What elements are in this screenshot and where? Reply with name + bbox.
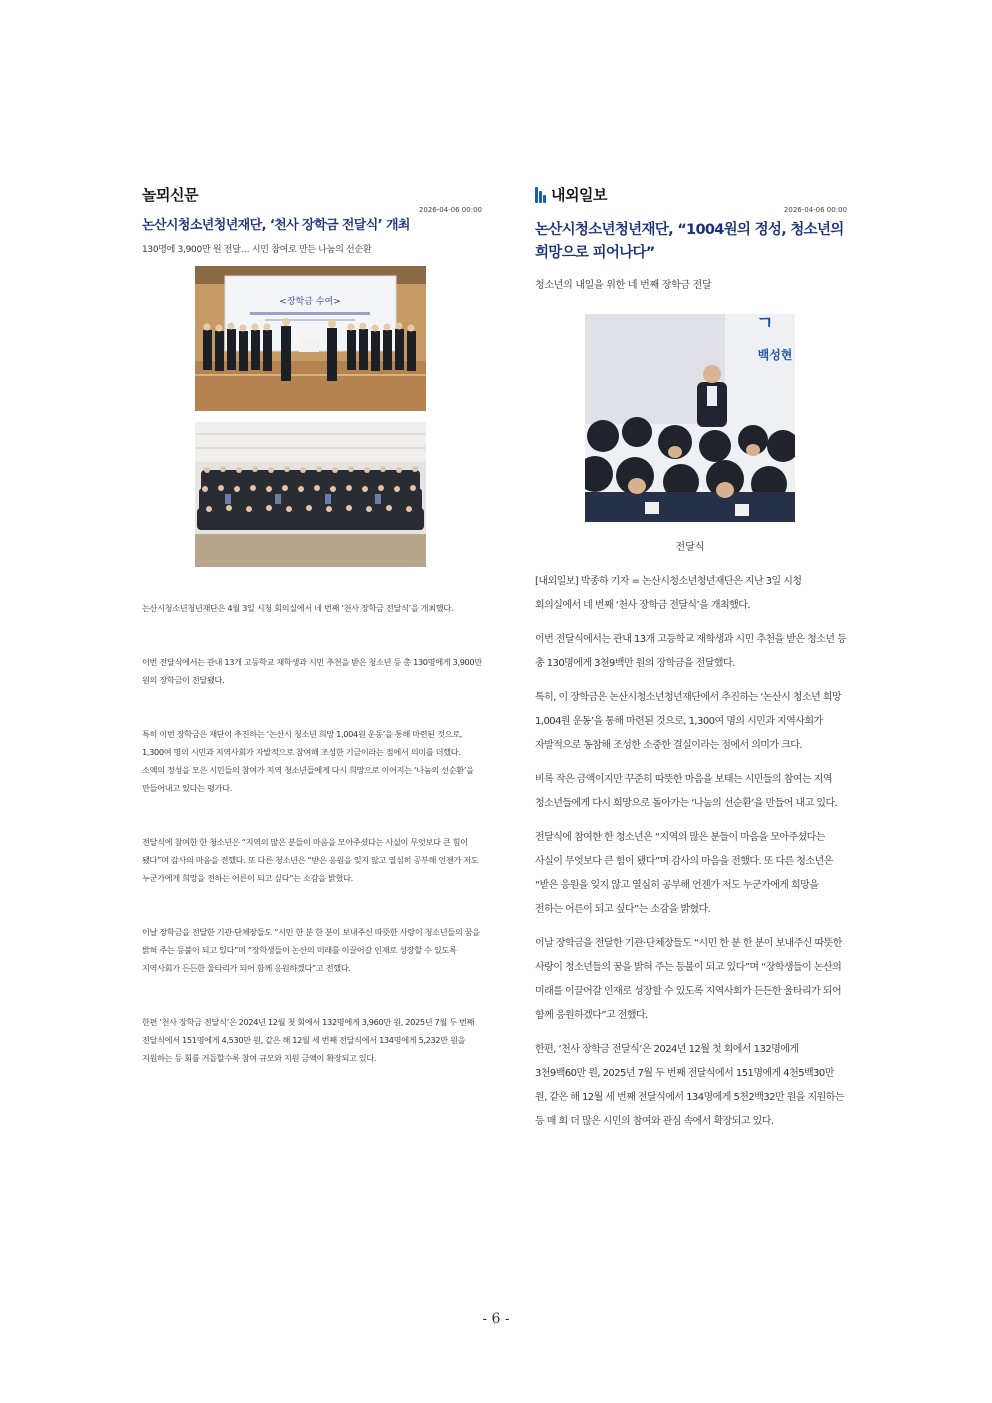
stage-banner-text: <장학금 수여>	[279, 297, 341, 307]
speech-photo-illustration	[585, 314, 795, 522]
photo-caption: 전달식	[675, 542, 705, 553]
body-paragraph: 한편 ‘천사 장학금 전달식’은 2024년 12월 첫 회에서 132명에게 3,960만 원, 2025년 7월 두 번째 전달식에서 151명에게 4,530만 원, 같은 해 12월 세 번째 전달식에서 134명에게 5,232만 원을 지원하는 등 회를 거듭할수록 참여 규모와 지원 금액이 확장되고 있다.	[142, 1017, 475, 1063]
body-paragraph: [내외일보] 박종하 기자 = 논산시청소년청년재단은 지난 3일 시청 회의실에서 네 번째 ‘천사 장학금 전달식’을 개최했다.	[535, 576, 802, 611]
sign-text: 백성현	[757, 348, 793, 362]
body-paragraph: 이날 장학금을 전달한 기관·단체장들도 “시민 한 분 한 분이 보내주신 따뜻한 사랑이 청소년들의 꿈을 밝혀 주는 등불이 되고 있다”며 “장학생들이 논산의 미래를 이끌어갈 인재로 성장할 수 있도록 지역사회가 든든한 울타리가 되어 함께 응원하겠다”고 전했다.	[535, 938, 842, 1021]
body-paragraph: 논산시청소년청년재단은 4월 3일 시청 회의실에서 네 번째 ‘천사 장학금 전달식’을 개최했다.	[142, 603, 454, 613]
left-article	[142, 184, 482, 1063]
body-paragraph: 이날 장학금을 전달한 기관·단체장들도 “시민 한 분 한 분이 보내주신 따뜻한 사랑이 청소년들의 꿈을 밝혀 주는 등불이 되고 있다”며 “장학생들이 논산의 미래를 이끌어갈 인재로 성장할 수 있도록 지역사회가 든든한 울타리가 되어 함께 응원하겠다”고 전했다.	[142, 927, 480, 973]
article-body	[142, 599, 482, 1103]
article-headline: 논산시청소년청년재단, “1004원의 정성, 청소년의 희망으로 피어나다”	[535, 222, 844, 261]
speech-photo	[585, 314, 795, 522]
body-paragraph: 전달식에 참여한 한 청소년은 “지역의 많은 분들이 마음을 모아주셨다는 사실이 무엇보다 큰 힘이 됐다”며 감사의 마음을 전했다. 또 다른 청소년은 “받은 응원을 잊지 않고 열심히 공부해 언젠가 저도 누군가에게 희망을 전하는 어른이 되고 싶다”는 소감을 밝혔다.	[142, 837, 479, 883]
body-paragraph: 비록 작은 금액이지만 꾸준히 따뜻한 마음을 보태는 시민들의 참여는 지역 청소년들에게 다시 희망으로 돌아가는 ‘나눔의 선순환’을 만들어 내고 있다.	[535, 774, 838, 809]
article-subheadline: 청소년의 내일을 위한 네 번째 장학금 전달	[535, 280, 712, 291]
article-body	[535, 570, 847, 1144]
body-paragraph: 특히 이번 장학금은 재단이 추진하는 ‘논산시 청소년 희망 1,004원 운동’을 통해 마련된 것으로, 1,300여 명의 시민과 지역사회가 자발적으로 참여해 조성한 기금이라는 점에서 의미를 더했다. 소액의 정성을 모은 시민들의 참여가 지역 청소년들에게 다시 희망으로 이어지는 ‘나눔의 선순환’을 만들어내고 있다는 평가다.	[142, 729, 474, 793]
page-number: - 6 -	[482, 1311, 510, 1327]
body-paragraph: 이번 전달식에서는 관내 13개 고등학교 재학생과 시민 추천을 받은 청소년 등 총 130명에게 3천9백만 원의 장학금을 전달했다.	[535, 634, 847, 669]
svg-text:ㄱ: ㄱ	[756, 314, 774, 334]
paper-name	[535, 184, 847, 206]
body-paragraph: 이번 전달식에서는 관내 13개 고등학교 재학생과 시민 추천을 받은 청소년 등 총 130명에게 3,900만 원의 장학금이 전달됐다.	[142, 657, 482, 685]
article-date: 2026-04-06 00:00	[783, 206, 847, 214]
newspaper-logo-icon	[535, 187, 547, 203]
body-paragraph: 한편, ‘천사 장학금 전달식’은 2024년 12월 첫 회에서 132명에게 3천9백60만 원, 2025년 7월 두 번째 전달식에서 151명에게 4천5백30만 원, 같은 해 12월 세 번째 전달식에서 134명에게 5천2백32만 원을 지원하는 등 매 회 더 많은 시민의 참여와 관심 속에서 확장되고 있다.	[535, 1044, 844, 1127]
body-paragraph: 특히, 이 장학금은 논산시청소년청년재단에서 추진하는 ‘논산시 청소년 희망 1,004원 운동’을 통해 마련된 것으로, 1,300여 명의 시민과 지역사회가 자발적으로 동참해 조성한 소중한 결실이라는 점에서 의미가 크다.	[535, 692, 842, 751]
group-photo-illustration	[195, 422, 426, 567]
body-paragraph: 전달식에 참여한 한 청소년은 “지역의 많은 분들이 마음을 모아주셨다는 사실이 무엇보다 큰 힘이 됐다”며 감사의 마음을 전했다. 또 다른 청소년은 “받은 응원을 잊지 않고 열심히 공부해 언젠가 저도 누군가에게 희망을 전하는 어른이 되고 싶다”는 소감을 밝혔다.	[535, 832, 833, 915]
ceremony-stage-photo	[195, 266, 426, 411]
paper-name: 놀뫼신문	[142, 186, 198, 204]
article-date: 2026-04-06 00:00	[418, 206, 482, 214]
article-headline: 논산시청소년청년재단, ‘천사 장학금 전달식’ 개최	[142, 218, 410, 233]
group-photo	[195, 422, 426, 567]
article-subheadline: 130명에 3,900만 원 전달… 시민 참여로 만든 나눔의 선순환	[142, 245, 372, 255]
ceremony-stage-illustration	[195, 266, 426, 411]
paper-name-text: 내외일보	[551, 186, 607, 204]
right-article	[535, 184, 847, 1127]
